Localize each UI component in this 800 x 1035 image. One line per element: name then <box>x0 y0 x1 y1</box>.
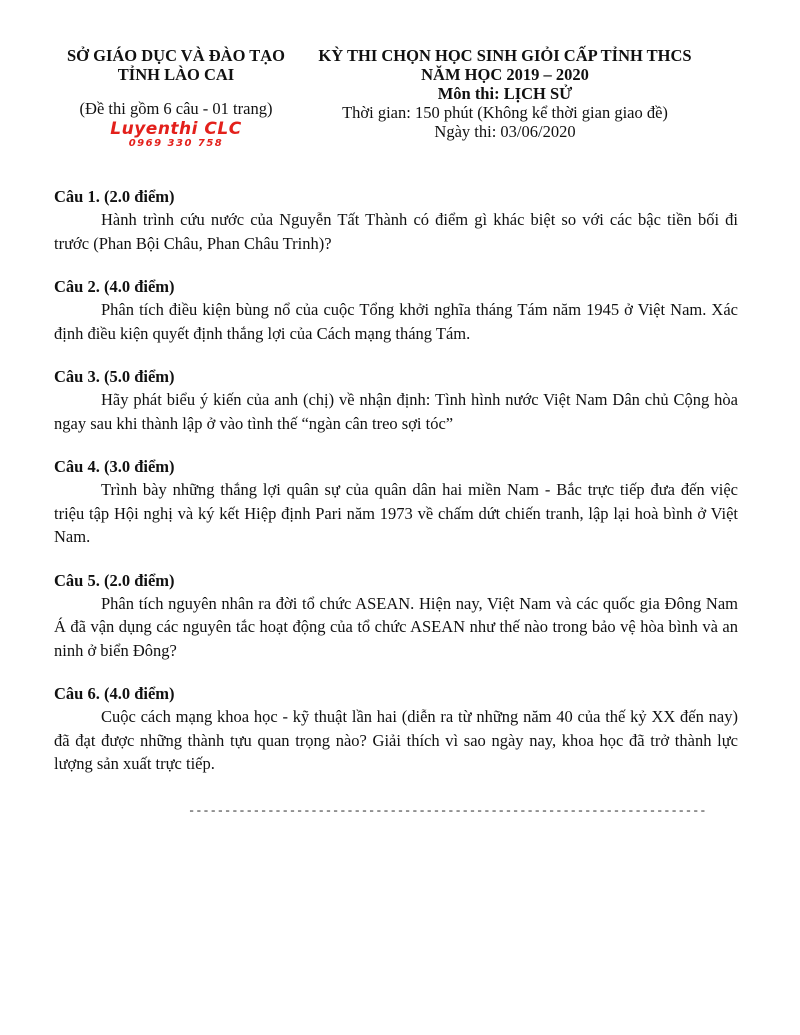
question-6 <box>54 683 738 776</box>
end-divider: ------------------------------------------------------------------------ <box>188 804 707 818</box>
question-body: Phân tích điều kiện bùng nổ của cuộc Tổng khởi nghĩa tháng Tám năm 1945 ở Việt Nam. Xác định điều kiện quyết định thắng lợi của Cách mạng tháng Tám. <box>54 300 738 343</box>
exam-page-note: (Đề thi gồm 6 câu - 01 trang) <box>79 99 273 118</box>
exam-duration: Thời gian: 150 phút (Không kể thời gian giao đề) <box>342 103 668 122</box>
school-year: NĂM HỌC 2019 – 2020 <box>421 65 589 84</box>
question-title: Câu 4. (3.0 điểm) <box>54 457 175 476</box>
question-4 <box>54 456 738 549</box>
question-body: Cuộc cách mạng khoa học - kỹ thuật lần hai (diễn ra từ những năm 40 của thế kỷ XX đến nay) đã đạt được những thành tựu quan trọng nào? Giải thích vì sao ngày nay, khoa học đã trở thành lực lượng sản xuất trực tiếp. <box>54 707 738 773</box>
question-2 <box>54 276 738 345</box>
exam-title: KỲ THI CHỌN HỌC SINH GIỎI CẤP TỈNH THCS <box>318 46 692 65</box>
header-left <box>40 46 312 150</box>
question-body: Phân tích nguyên nhân ra đời tổ chức ASEAN. Hiện nay, Việt Nam và các quốc gia Đông Nam Á đã vận dụng các nguyên tắc hoạt động của tổ chức ASEAN như thế nào trong bảo vệ hòa bình và an ninh ở biển Đông? <box>54 593 738 660</box>
department-name: SỞ GIÁO DỤC VÀ ĐÀO TẠO <box>66 46 286 65</box>
question-5 <box>54 570 738 663</box>
question-3 <box>54 366 738 435</box>
question-body: Hành trình cứu nước của Nguyễn Tất Thành có điểm gì khác biệt so với các bậc tiền bối đi trước (Phan Bội Châu, Phan Châu Trinh)? <box>54 210 738 253</box>
question-title: Câu 1. (2.0 điểm) <box>54 187 175 206</box>
exam-date: Ngày thi: 03/06/2020 <box>434 122 576 141</box>
question-title: Câu 6. (4.0 điểm) <box>54 684 175 703</box>
question-list <box>54 186 738 797</box>
header-right <box>305 46 705 141</box>
exam-subject: Môn thi: LỊCH SỬ <box>437 84 573 103</box>
question-title: Câu 3. (5.0 điểm) <box>54 367 175 386</box>
watermark-name: Luyenthi CLC <box>110 119 242 139</box>
watermark-phone: 0969 330 758 <box>128 138 224 149</box>
watermark-logo <box>40 120 312 150</box>
question-title: Câu 2. (4.0 điểm) <box>54 277 175 296</box>
question-title: Câu 5. (2.0 điểm) <box>54 570 175 590</box>
question-body: Trình bày những thắng lợi quân sự của quân dân hai miền Nam - Bắc trực tiếp đưa đến việc triệu tập Hội nghị và ký kết Hiệp định Pari năm 1973 về chấm dứt chiến tranh, lập lại hoà bình ở Việt Nam. <box>54 480 738 546</box>
province-name: TỈNH LÀO CAI <box>117 65 235 84</box>
question-1 <box>54 186 738 255</box>
question-body: Hãy phát biểu ý kiến của anh (chị) về nhận định: Tình hình nước Việt Nam Dân chủ Cộng hòa ngay sau khi thành lập ở vào tình thế “ngàn cân treo sợi tóc” <box>54 390 738 433</box>
